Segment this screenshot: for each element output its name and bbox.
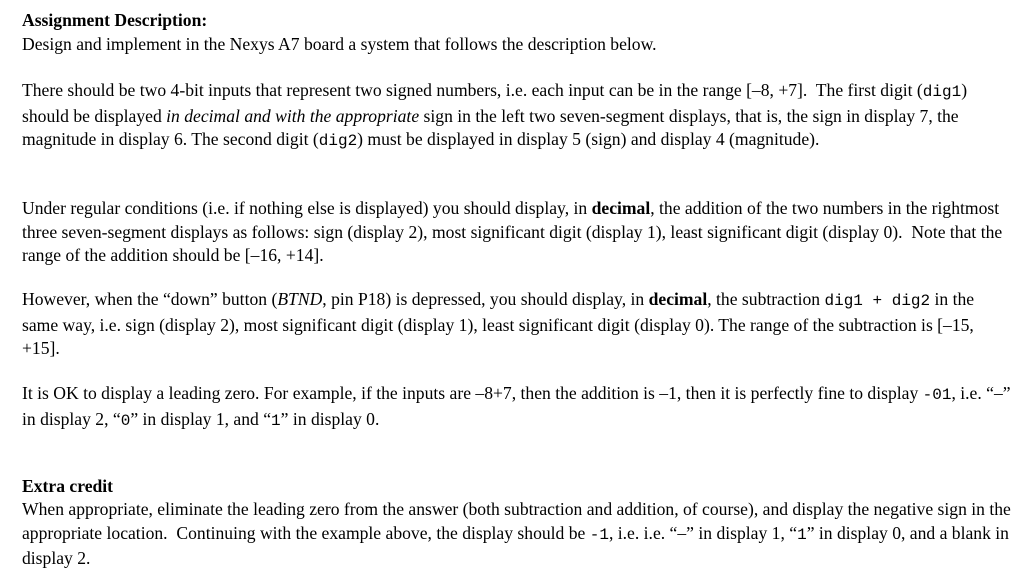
subtraction-paragraph <box>22 288 1012 361</box>
inputs-text-3: sign in the left two seven-segment displays, that is, the sign in display 7, the magnitude in display 6. The second digit ( <box>22 105 964 149</box>
subtraction-text-4: in the same way, i.e. sign (display 2), most significant digit (display 1), least significant digit (display 0). The range of the subtraction is [–15, +15]. <box>22 289 979 358</box>
extra-text-2: , i.e. i.e. “–” in display 1, “ <box>608 522 798 543</box>
dig1-code: dig1 <box>922 83 962 101</box>
btnd-label: BTND <box>277 289 323 309</box>
extra-credit-heading: Extra credit <box>22 476 114 496</box>
subtraction-text-1: However, when the “down” button ( <box>22 289 278 309</box>
extra-credit-paragraph <box>22 498 1016 571</box>
addition-paragraph <box>22 197 1012 268</box>
leading-zero-text-2: , i.e. “–” in display 2, “ <box>22 383 1015 429</box>
subtraction-bold: decimal <box>648 289 708 309</box>
addition-bold: decimal <box>591 198 651 218</box>
minus-zero-one-code: -01 <box>922 386 952 404</box>
leading-zero-text-1: It is OK to display a leading zero. For example, if the inputs are –8+7, then the addition is –1, then it is perfectly fine to display <box>22 383 923 403</box>
addition-text-2: , the addition of the two numbers in the rightmost three seven-segment displays as follows: sign (display 2), most significant digit (display 1), least significant digit (display 0). Note that the range of the addition should be [–16, +14]. <box>22 198 1007 265</box>
assignment-heading: Assignment Description: <box>22 10 208 30</box>
subtraction-code: dig1 + dig2 <box>824 292 931 310</box>
inputs-text-4: ) must be displayed in display 5 (sign) and display 4 (magnitude). <box>357 129 820 149</box>
zero-code: 0 <box>120 411 131 430</box>
inputs-text-2: ) should be displayed <box>22 80 972 126</box>
addition-text-1: Under regular conditions (i.e. if nothing else is displayed) you should display, in <box>22 198 592 218</box>
subtraction-text-3: , the subtraction <box>707 289 825 309</box>
one-code: 1 <box>271 411 281 430</box>
extra-text-3: ” in display 0, and a blank in display 2. <box>22 522 1014 568</box>
subtraction-text-2: , pin P18) is depressed, you should display, in <box>322 289 649 309</box>
extra-text-1: When appropriate, eliminate the leading zero from the answer (both subtraction and addition, of course), and display the negative sign in the appropriate location. Continuing with the example above, the display should be <box>22 499 1016 543</box>
dig2-code: dig2 <box>318 132 358 150</box>
intro-paragraph: Design and implement in the Nexys A7 board a system that follows the description below. <box>22 34 657 54</box>
leading-zero-paragraph <box>22 382 1015 433</box>
leading-zero-text-3: ” in display 1, and “ <box>130 408 272 429</box>
inputs-italic: in decimal and with the appropriate <box>166 105 420 126</box>
minus-one-code: -1 <box>589 525 609 544</box>
leading-zero-text-4: ” in display 0. <box>280 408 380 429</box>
inputs-text-1: There should be two 4-bit inputs that represent two signed numbers, i.e. each input can be in the range [–8, +7]. The first digit ( <box>22 80 923 100</box>
inputs-paragraph <box>22 79 1012 154</box>
one-code-extra: 1 <box>797 525 807 544</box>
